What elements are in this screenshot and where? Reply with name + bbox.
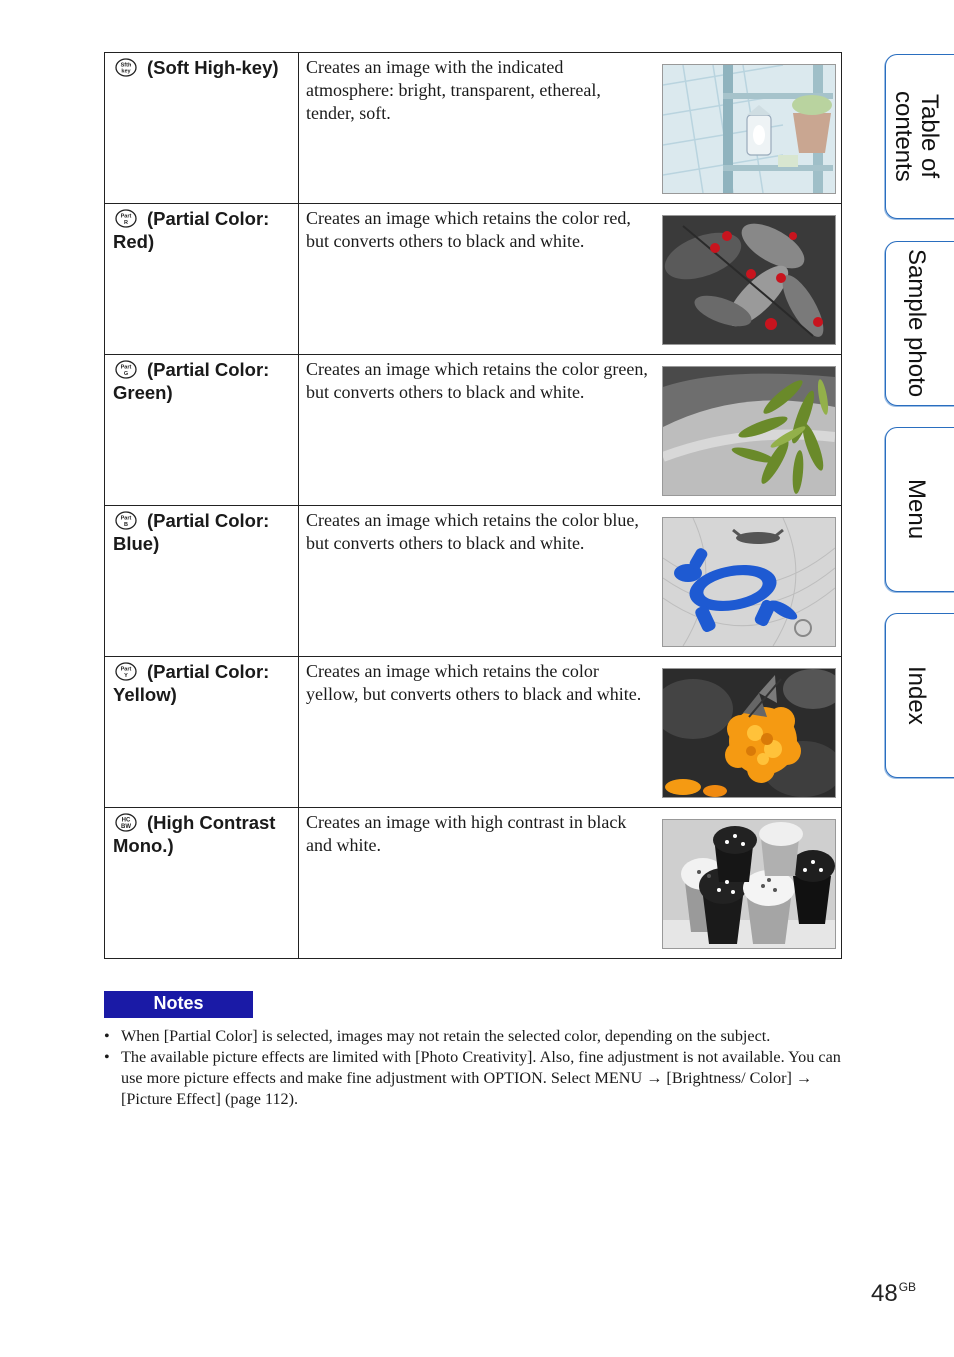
picture-effects-table <box>104 52 842 959</box>
tab-label: Sample photo <box>903 249 930 398</box>
table-row <box>105 506 842 657</box>
effect-description-cell <box>299 808 842 959</box>
sample-photo-high-contrast-mono <box>662 819 836 949</box>
svg-text:R: R <box>124 219 128 226</box>
table-row <box>105 808 842 959</box>
effect-name-cell <box>105 808 299 959</box>
sample-photo-partial-blue <box>662 517 836 647</box>
effect-description: Creates an image with the indicated atmosphere: bright, transparent, ethereal, tender, soft. <box>306 57 601 123</box>
effect-description: Creates an image which retains the color blue, but converts others to black and white. <box>306 510 639 553</box>
svg-text:Sfth: Sfth <box>120 62 132 69</box>
bullet: • <box>104 1048 110 1066</box>
notes-list <box>104 1026 864 1110</box>
tab-table-of-contents[interactable] <box>885 54 954 219</box>
effect-name-cell <box>105 204 299 355</box>
sample-photo-partial-green <box>662 366 836 496</box>
svg-text:Part: Part <box>120 213 132 220</box>
effect-name: (High Contrast Mono.) <box>113 812 276 856</box>
page-number-suffix: GB <box>898 1280 917 1294</box>
svg-text:B: B <box>124 521 128 528</box>
list-item <box>104 1047 864 1110</box>
partial-color-red-icon <box>115 209 137 228</box>
sample-photo-soft-high-key <box>662 64 836 194</box>
effect-description: Creates an image with high contrast in black and white. <box>306 812 627 855</box>
effect-description-cell <box>299 657 842 808</box>
effect-description-cell <box>299 53 842 204</box>
effect-name: (Soft High-key) <box>147 57 279 78</box>
table-row <box>105 53 842 204</box>
partial-color-yellow-icon <box>115 662 137 681</box>
bullet: • <box>104 1027 110 1045</box>
effect-name: (Partial Color: Yellow) <box>113 661 270 705</box>
svg-text:BW: BW <box>121 824 131 830</box>
sample-photo-partial-yellow <box>662 668 836 798</box>
page-number <box>871 1280 916 1308</box>
table-row <box>105 355 842 506</box>
note-text: The available picture effects are limited with [Photo Creativity]. Also, fine adjustment is not available. You can use more picture effects and make fine adjustment with OPTION. Select MENU → [Brightness/ Color] → [Picture Effect] (page 112). <box>121 1048 841 1108</box>
effect-name-cell <box>105 355 299 506</box>
tab-label: Table of contents <box>890 91 943 182</box>
effect-name-cell <box>105 506 299 657</box>
tab-sample-photo[interactable] <box>885 241 954 406</box>
tab-label: Menu <box>903 479 930 540</box>
tab-index[interactable] <box>885 613 954 778</box>
svg-text:Part: Part <box>120 364 132 371</box>
effect-name: (Partial Color: Green) <box>113 359 270 403</box>
effect-name-cell <box>105 657 299 808</box>
tab-menu[interactable] <box>885 427 954 592</box>
tab-label: Index <box>903 666 930 725</box>
effect-description-cell <box>299 355 842 506</box>
svg-text:Y: Y <box>124 672 128 679</box>
effect-name: (Partial Color: Blue) <box>113 510 270 554</box>
svg-text:Part: Part <box>120 515 132 522</box>
svg-text:key: key <box>121 68 131 75</box>
table-row <box>105 657 842 808</box>
effect-description: Creates an image which retains the color yellow, but converts others to black and white. <box>306 661 642 704</box>
effect-description: Creates an image which retains the color red, but converts others to black and white. <box>306 208 631 251</box>
list-item <box>104 1026 864 1047</box>
soft-high-key-icon <box>115 58 137 77</box>
svg-text:Part: Part <box>120 666 132 673</box>
table-row <box>105 204 842 355</box>
effect-description-cell <box>299 204 842 355</box>
svg-text:HC: HC <box>121 817 131 824</box>
partial-color-blue-icon <box>115 511 137 530</box>
sample-photo-partial-red <box>662 215 836 345</box>
high-contrast-mono-icon <box>115 813 137 832</box>
effect-name: (Partial Color: Red) <box>113 208 270 252</box>
effect-description-cell <box>299 506 842 657</box>
effect-name-cell <box>105 53 299 204</box>
notes-header: Notes <box>104 991 253 1018</box>
partial-color-green-icon <box>115 360 137 379</box>
page-number-value: 48 <box>871 1280 898 1307</box>
effect-description: Creates an image which retains the color green, but converts others to black and white. <box>306 359 648 402</box>
note-text: When [Partial Color] is selected, images may not retain the selected color, depending on the subject. <box>121 1027 771 1045</box>
svg-text:G: G <box>123 370 129 377</box>
